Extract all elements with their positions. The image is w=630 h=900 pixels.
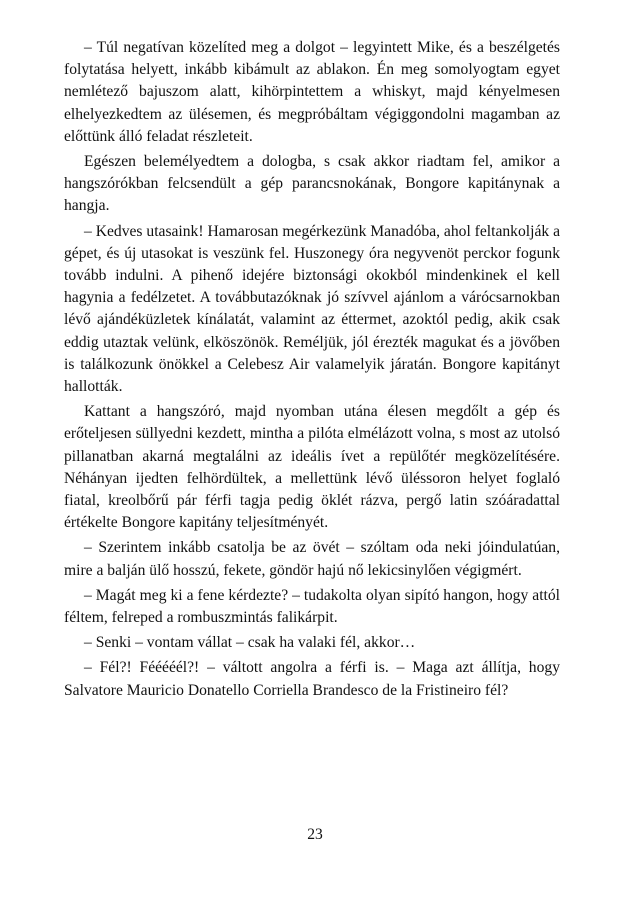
- paragraph: – Szerintem inkább csatolja be az övét – szóltam oda neki jóindulatúan, mire a balján ülő hosszú, fekete, göndör hajú nő lekicsinylően végigmért.: [64, 539, 560, 579]
- paragraph: – Kedves utasaink! Hamarosan megérkezünk Manadóba, ahol feltankolják a gépet, és új utasokat is veszünk fel. Huszonegy óra negyvenöt perckor fogunk tovább indulni. A pihenő idejére biztonsági okokból mindenkinek el kell hagynia a fedélzetet. A továbbutazóknak jó szívvel ajánlom a várócsarnokban lévő ajándéküzletek kínálatát, valamint az éttermet, azoktól pedig, akik csak eddig utaztak velünk, elköszönök. Reméljük, jól érezték magukat és a jövőben is találkozunk önökkel a Celebesz Air valamelyik járatán. Bongore kapitányt hallották.: [64, 222, 560, 396]
- paragraph: – Fél?! Fééééél?! – váltott angolra a férfi is. – Maga azt állítja, hogy Salvatore Mauricio Donatello Corriella Brandesco de la Fristineiro fél?: [64, 659, 560, 699]
- paragraph: – Túl negatívan közelíted meg a dolgot – legyintett Mike, és a beszélgetés folytatása helyett, inkább kibámult az ablakon. Én meg somolyogtam egyet nemlétező bajuszom alatt, kihörpintettem a whiskyt, majd kényelmesen elhelyezkedtem az ülésemen, és megpróbáltam végiggondolni magamban az előttünk álló feladat részleteit.: [64, 39, 560, 145]
- paragraph: – Magát meg ki a fene kérdezte? – tudakolta olyan sipító hangon, hogy attól féltem, felreped a rombuszmintás falikárpit.: [64, 586, 560, 627]
- paragraph: Kattant a hangszóró, majd nyomban utána élesen megdőlt a gép és erőteljesen süllyedni kezdett, mintha a pilóta elmélázott volna, s most az utolsó pillanatban akarná megtalálni az ideális ívet a repülőtér megközelítésére. Néhányan ijedten felhördültek, a mellettünk lévő üléssoron helyet foglaló fiatal, kreolbőrű pár férfi tagja pedig öklét rázva, pergő latin szóáradattal értékelte Bongore kapitány teljesítményét.: [64, 403, 560, 532]
- body-text: [64, 37, 560, 705]
- paragraph: – Senki – vontam vállat – csak ha valaki fél, akkor…: [84, 634, 416, 652]
- paragraph: Egészen belemélyedtem a dologba, s csak akkor riadtam fel, amikor a hangszórókban felcsendült a gép parancsnokának, Bongore kapitánynak a hangja.: [64, 153, 560, 215]
- page-number: 23: [307, 826, 323, 843]
